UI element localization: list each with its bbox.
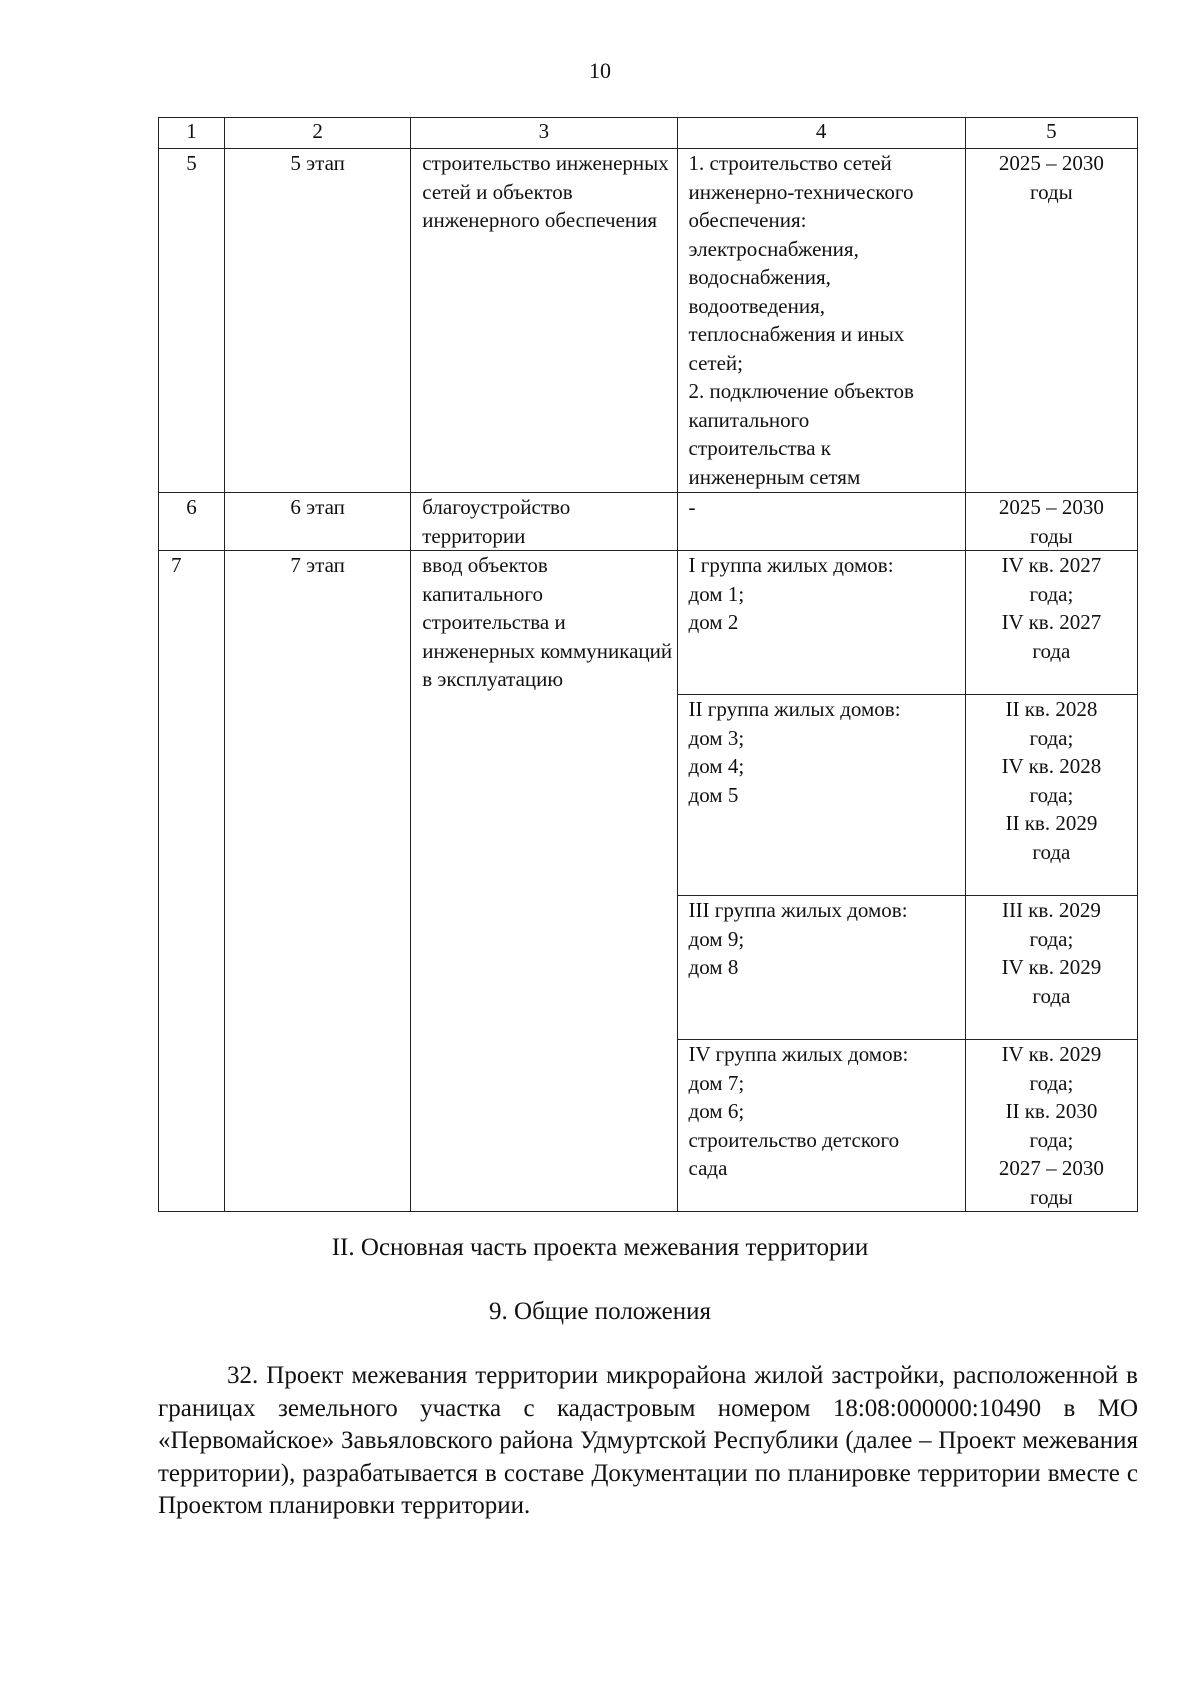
dates-cell xyxy=(965,1040,1137,1212)
date-line: IV кв. 2029 xyxy=(1001,1042,1102,1066)
stage-cell: 6 этап xyxy=(225,493,411,551)
date-line: 2027 – 2030 xyxy=(998,1156,1104,1180)
details-line: капитального xyxy=(688,407,810,432)
date-line: года xyxy=(1032,839,1071,864)
date-line: года; xyxy=(1029,1070,1074,1095)
details-line: сетей; xyxy=(688,350,743,375)
group-cell xyxy=(677,695,965,896)
stage-cell: 5 этап xyxy=(225,149,411,493)
date-line: IV кв. 2027 xyxy=(1001,610,1102,634)
body-paragraph: 32. Проект межевания территории микрорайона жилой застройки, расположенной в границах земельного участка с кадастровым номером 18:08:000000:10490 в МО «Первомайское» Завьяловского района Удмуртской Республики (далее – Проект межевания территории), разрабатывается в составе Документации по планировке территории вместе с Проектом планировки территории. xyxy=(158,1362,1138,1519)
group-line: дом 7; xyxy=(688,1070,745,1095)
details-line: инженерным сетям xyxy=(688,464,861,489)
group-cell xyxy=(677,896,965,1040)
details-line: 2. подключение объектов xyxy=(688,379,914,403)
group-line: дом 9; xyxy=(688,926,745,951)
row-number: 6 xyxy=(159,493,225,551)
date-line: года; xyxy=(1029,926,1074,951)
header-cell: 5 xyxy=(965,118,1137,149)
group-line: дом 6; xyxy=(688,1099,745,1123)
dates-cell xyxy=(965,695,1137,896)
header-cell: 4 xyxy=(677,118,965,149)
table-row xyxy=(159,493,1138,551)
details-line: водоотведения, xyxy=(688,293,825,318)
header-cell: 1 xyxy=(159,118,225,149)
date-line: III кв. 2029 xyxy=(1001,898,1101,922)
details-line: теплоснабжения и иных xyxy=(688,322,905,346)
group-line: сада xyxy=(688,1156,728,1180)
date-line: годы xyxy=(1030,523,1073,548)
page-number: 10 xyxy=(589,58,611,83)
table-row xyxy=(159,149,1138,493)
subsection-title: 9. Общие положения xyxy=(489,1298,711,1325)
table-row xyxy=(159,551,1138,695)
details-line: обеспечения: xyxy=(688,208,807,232)
group-cell xyxy=(677,551,965,695)
row-number: 5 xyxy=(159,149,225,493)
group-line: строительство детского xyxy=(688,1127,900,1152)
date-line: 2025 – 2030 xyxy=(998,151,1104,175)
header-cell: 3 xyxy=(411,118,677,149)
group-line: дом 1; xyxy=(688,581,745,606)
details-line: электроснабжения, xyxy=(688,236,859,261)
group-line: I группа жилых домов: xyxy=(688,553,894,577)
date-line: II кв. 2030 xyxy=(1005,1099,1098,1123)
group-cell xyxy=(677,1040,965,1212)
group-line: IV группа жилых домов: xyxy=(688,1042,909,1066)
work-cell: строительство инженерных сетей и объектов инженерного обеспечения xyxy=(411,149,677,493)
details-cell xyxy=(677,149,965,493)
group-line: дом 4; xyxy=(688,754,745,778)
date-line: IV кв. 2029 xyxy=(1001,955,1102,979)
date-line: года; xyxy=(1029,581,1074,606)
group-line: дом 2 xyxy=(688,610,739,634)
details-cell: - xyxy=(677,493,965,551)
group-line: II группа жилых домов: xyxy=(688,697,901,721)
date-line: года xyxy=(1032,638,1071,663)
group-line: дом 3; xyxy=(688,725,745,750)
date-line: годы xyxy=(1030,179,1073,204)
details-line: инженерно-технического xyxy=(688,179,914,204)
dates-cell xyxy=(965,551,1137,695)
details-line: строительства к xyxy=(688,436,831,460)
work-cell: ввод объектов капитального строительства и инженерных коммуникаций в эксплуатацию xyxy=(411,551,677,1212)
header-cell: 2 xyxy=(225,118,411,149)
date-line: II кв. 2028 xyxy=(1005,697,1098,721)
section-title: II. Основная часть проекта межевания территории xyxy=(331,1234,869,1261)
dates-cell xyxy=(965,493,1137,551)
dates-cell xyxy=(965,149,1137,493)
date-line: 2025 – 2030 xyxy=(998,495,1104,519)
stages-table xyxy=(158,117,1138,1212)
details-line: водоснабжения, xyxy=(688,265,831,289)
date-line: года; xyxy=(1029,782,1074,807)
date-line: года xyxy=(1032,983,1071,1008)
date-line: II кв. 2029 xyxy=(1005,811,1098,835)
date-line: года; xyxy=(1029,1127,1074,1152)
group-line: дом 8 xyxy=(688,955,739,979)
date-line: годы xyxy=(1030,1184,1073,1209)
date-line: IV кв. 2027 xyxy=(1001,553,1102,577)
date-line: IV кв. 2028 xyxy=(1001,754,1102,778)
dates-cell xyxy=(965,896,1137,1040)
row-number: 7 xyxy=(159,551,225,1212)
table-header-row xyxy=(159,118,1138,149)
date-line: года; xyxy=(1029,725,1074,750)
group-line: III группа жилых домов: xyxy=(688,898,908,922)
work-cell: благоустройство территории xyxy=(411,493,677,551)
group-line: дом 5 xyxy=(688,782,739,807)
stage-cell: 7 этап xyxy=(225,551,411,1212)
details-line: 1. строительство сетей xyxy=(688,151,892,175)
